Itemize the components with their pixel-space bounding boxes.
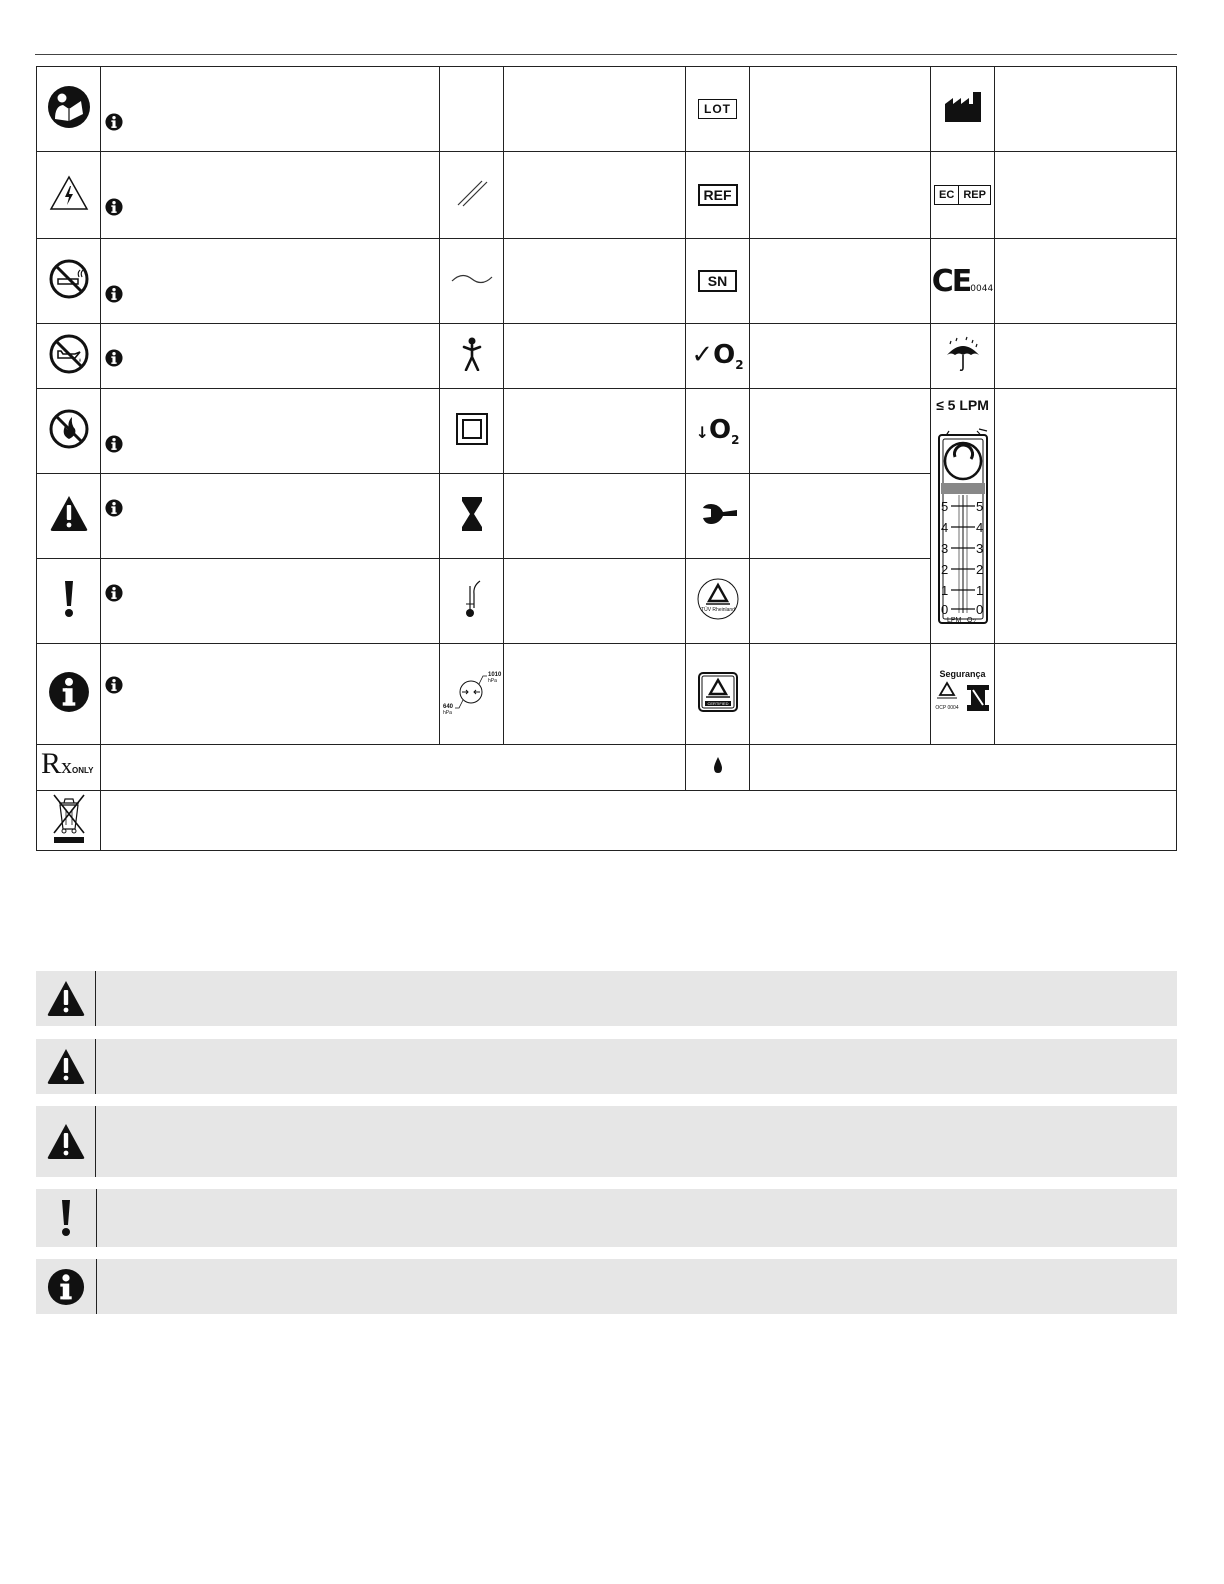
- symbol-cell: [440, 389, 504, 474]
- flow-scale-left: 1: [940, 583, 948, 598]
- description-cell: [750, 745, 1177, 791]
- pressure-unit: hPa: [487, 677, 497, 684]
- description-cell: [504, 152, 686, 239]
- header-rule: [35, 54, 1177, 55]
- symbol-cell: [440, 474, 504, 559]
- table-row: [37, 389, 1177, 474]
- symbol-cell: [37, 239, 101, 324]
- description-cell: [101, 791, 1177, 851]
- ocp-text: OCP 0004: [934, 704, 959, 711]
- description-cell: [504, 324, 686, 389]
- direct-current-icon: [455, 178, 489, 208]
- description-cell: [750, 644, 931, 745]
- description-cell: [504, 559, 686, 644]
- flow-scale-right: 4: [975, 520, 983, 535]
- symbol-cell: [440, 67, 504, 152]
- flow-scale-left: 3: [940, 541, 948, 556]
- flow-scale-right: 1: [975, 583, 983, 598]
- symbol-cell: [686, 474, 750, 559]
- no-smoking-icon: [49, 259, 89, 299]
- description-cell: [995, 389, 1177, 644]
- table-row: [37, 791, 1177, 851]
- o2-text: O: [713, 339, 736, 370]
- table-row: [37, 644, 1177, 745]
- pressure-low: 640: [442, 703, 453, 710]
- description-cell: [101, 239, 440, 324]
- band-icon-cell: [36, 1189, 97, 1247]
- tuv-rheinland-icon: [696, 577, 740, 621]
- description-cell: [750, 67, 931, 152]
- band-icon-cell: [36, 1039, 96, 1094]
- rx-text: R: [41, 747, 62, 780]
- notified-body-number: 0044: [970, 283, 994, 294]
- band-icon-cell: [36, 971, 96, 1026]
- flow-unit-lpm: LPM: [946, 617, 961, 624]
- warning-triangle-icon: [46, 1122, 86, 1161]
- read-manual-icon: [47, 85, 91, 129]
- manufacturer-icon: [943, 90, 983, 124]
- seguranca-title: Segurança: [939, 668, 986, 679]
- description-cell: [995, 644, 1177, 745]
- table-row: [37, 152, 1177, 239]
- table-row: [37, 67, 1177, 152]
- information-icon: [47, 1268, 85, 1306]
- symbol-cell: [37, 745, 101, 791]
- symbol-cell: [37, 644, 101, 745]
- alternating-current-icon: [450, 271, 494, 287]
- class-ii-equipment-icon: [455, 412, 489, 446]
- description-cell: [101, 474, 440, 559]
- table-row: [37, 239, 1177, 324]
- symbol-cell: [37, 152, 101, 239]
- description-cell: [750, 559, 931, 644]
- description-cell: [504, 239, 686, 324]
- table-row: [37, 324, 1177, 389]
- tuv-certified-text: CERTIFIED: [706, 700, 729, 706]
- water-drop-icon: [711, 755, 725, 775]
- symbol-cell: [931, 324, 995, 389]
- atmospheric-pressure-limit-icon: [441, 668, 503, 716]
- tuv-text: TÜV Rheinland: [700, 606, 735, 613]
- symbol-cell: [37, 324, 101, 389]
- information-icon: [105, 198, 123, 216]
- warning-band: [36, 971, 1177, 1026]
- description-cell: [101, 559, 440, 644]
- description-cell: [750, 324, 931, 389]
- description-cell: [504, 644, 686, 745]
- rx-only-text: ONLY: [72, 766, 94, 775]
- temperature-limit-icon: [460, 578, 484, 620]
- tuv-certified-icon: [697, 671, 739, 713]
- description-cell: [995, 324, 1177, 389]
- flow-unit-o2: O: [966, 617, 972, 624]
- lot-label: LOT: [698, 99, 737, 119]
- flow-scale-left: 5: [940, 499, 948, 514]
- warning-triangle-icon: [46, 1047, 86, 1086]
- electric-shock-warning-icon: [49, 175, 89, 211]
- symbol-cell: [686, 239, 750, 324]
- information-icon: [105, 499, 123, 517]
- symbol-cell: [686, 745, 750, 791]
- flow-limit-label: ≤ 5 LPM: [936, 397, 989, 413]
- sn-label: SN: [698, 270, 737, 292]
- warning-triangle-icon: [46, 979, 86, 1018]
- caution-exclamation-icon: [56, 1198, 76, 1238]
- weee-disposal-icon: [50, 791, 88, 845]
- information-icon: [105, 349, 123, 367]
- band-icon-cell: [36, 1106, 96, 1177]
- description-cell: [750, 389, 931, 474]
- symbol-cell: [931, 389, 995, 644]
- symbol-cell: [931, 67, 995, 152]
- description-cell: [101, 324, 440, 389]
- description-cell: [101, 67, 440, 152]
- information-icon: [105, 584, 123, 602]
- description-cell: [101, 152, 440, 239]
- symbol-cell: [440, 152, 504, 239]
- information-icon: [105, 113, 123, 131]
- description-cell: [101, 389, 440, 474]
- no-open-flame-icon: [49, 409, 89, 449]
- ec-rep-label: [934, 185, 991, 205]
- flow-scale-left: 4: [940, 520, 948, 535]
- symbol-cell: [440, 239, 504, 324]
- o2-sub: 2: [731, 433, 740, 448]
- information-band: [36, 1259, 1177, 1314]
- o2-check-icon: $✓O_2$: [691, 339, 744, 373]
- pressure-high: 1010: [487, 671, 501, 678]
- symbol-cell: [686, 389, 750, 474]
- o2-low-icon: $↓O_2$: [695, 414, 740, 448]
- description-cell: [504, 389, 686, 474]
- symbol-cell: [686, 152, 750, 239]
- rx-only-icon: [41, 747, 94, 780]
- o2-text: O: [708, 414, 732, 445]
- symbol-glossary-table: [36, 66, 1177, 851]
- type-bf-applied-part-icon: [461, 337, 483, 371]
- symbol-cell: [686, 559, 750, 644]
- symbol-cell: [440, 559, 504, 644]
- description-cell: [750, 474, 931, 559]
- wrench-icon: [697, 500, 739, 528]
- symbol-cell: [37, 559, 101, 644]
- symbol-cell: [37, 791, 101, 851]
- description-cell: [995, 67, 1177, 152]
- warning-band: [36, 1039, 1177, 1094]
- flow-rate-icon: [933, 413, 993, 625]
- information-icon: [105, 676, 123, 694]
- description-cell: [504, 474, 686, 559]
- flow-scale-right: 5: [975, 499, 983, 514]
- hourglass-icon: [460, 495, 484, 533]
- flow-scale-left: 0: [940, 602, 948, 617]
- rep-text: REP: [958, 186, 990, 204]
- ce-text: CE: [931, 263, 971, 299]
- o2-sub: 2: [735, 358, 744, 373]
- warning-band: [36, 1106, 1177, 1177]
- flow-scale-right: 0: [975, 602, 983, 617]
- description-cell: [750, 239, 931, 324]
- information-icon: [48, 671, 90, 713]
- symbol-cell: [440, 324, 504, 389]
- symbol-cell: [686, 644, 750, 745]
- symbol-cell: [931, 152, 995, 239]
- description-cell: [101, 644, 440, 745]
- table-row: [37, 745, 1177, 791]
- description-cell: [101, 745, 686, 791]
- keep-dry-icon: [943, 335, 983, 373]
- caution-band: [36, 1189, 1177, 1247]
- no-oil-grease-icon: [49, 334, 89, 374]
- symbol-cell: [37, 67, 101, 152]
- information-icon: [105, 435, 123, 453]
- symbol-cell: [440, 644, 504, 745]
- flow-scale-right: 2: [975, 562, 983, 577]
- pressure-unit: hPa: [442, 709, 452, 716]
- ce-mark: [932, 264, 993, 299]
- band-icon-cell: [36, 1259, 97, 1314]
- warning-triangle-icon: [49, 494, 89, 533]
- symbol-cell: [686, 67, 750, 152]
- symbol-cell: [37, 389, 101, 474]
- flow-unit-o2-sub: 2: [972, 619, 976, 625]
- information-icon: [105, 285, 123, 303]
- seguranca-mark: [933, 679, 993, 715]
- flow-scale-right: 3: [975, 541, 983, 556]
- caution-exclamation-icon: [59, 579, 79, 619]
- symbol-cell: [686, 324, 750, 389]
- symbol-cell: [931, 644, 995, 745]
- rx-x: x: [61, 753, 73, 778]
- ec-text: EC: [939, 189, 955, 201]
- description-cell: [504, 67, 686, 152]
- description-cell: [750, 152, 931, 239]
- symbol-cell: [37, 474, 101, 559]
- flow-scale-left: 2: [940, 562, 948, 577]
- description-cell: [995, 239, 1177, 324]
- description-cell: [995, 152, 1177, 239]
- symbol-cell: [931, 239, 995, 324]
- ref-label: REF: [698, 184, 738, 206]
